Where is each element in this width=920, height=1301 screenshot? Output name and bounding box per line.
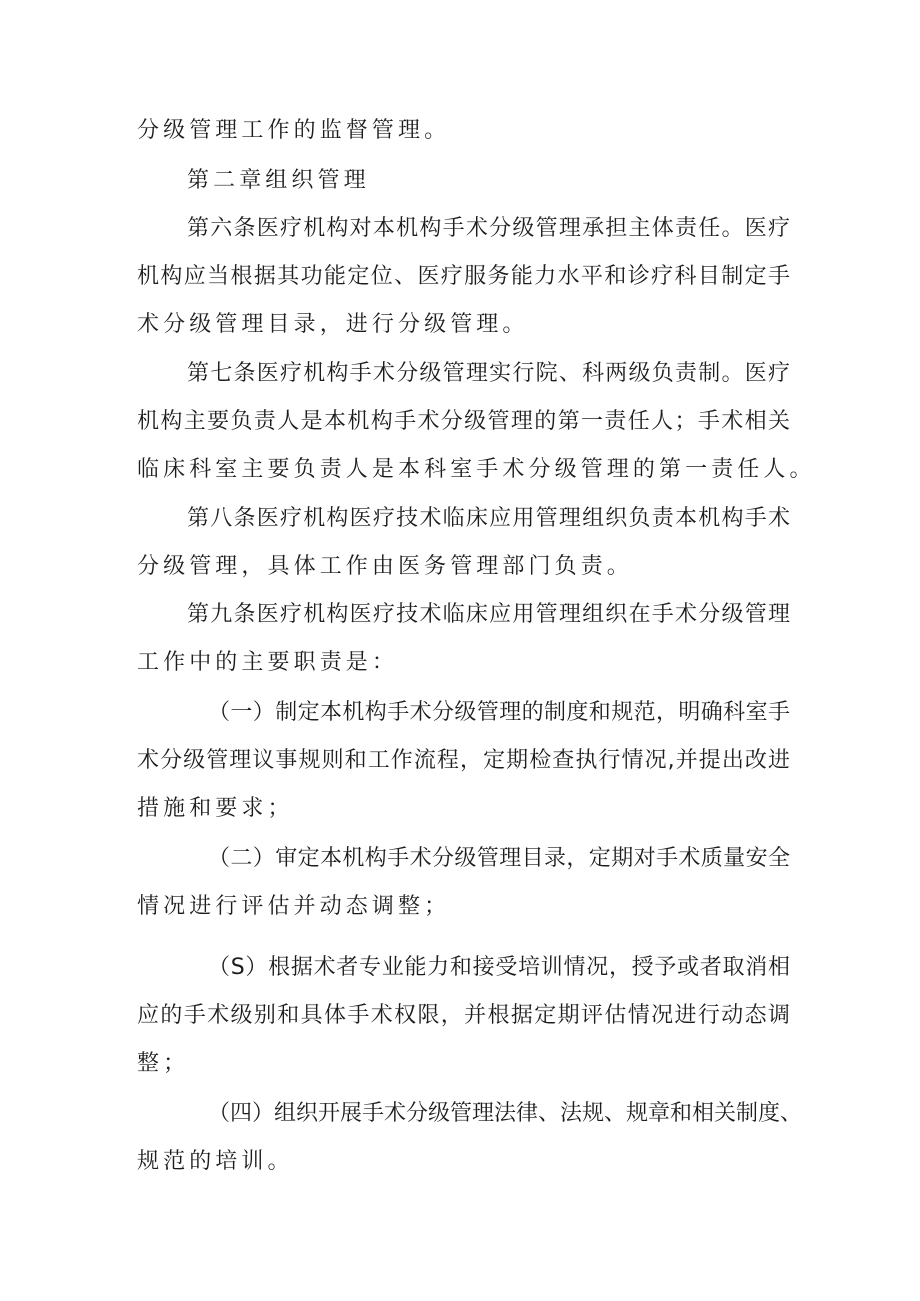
item-3-line-2: 应的手术级别和具体手术权限，并根据定期评估情况进行动态调 bbox=[137, 1003, 790, 1028]
item-1-line-2: 术分级管理议事规则和工作流程，定期检查执行情况,并提出改进 bbox=[137, 748, 790, 773]
article-6-line-2: 机构应当根据其功能定位、医疗服务能力水平和诊疗科目制定手 bbox=[137, 264, 790, 289]
item-2-line-2: 情况进行评估并动态调整； bbox=[137, 894, 451, 919]
article-6-line-1: 第六条医疗机构对本机构手术分级管理承担主体责任。医疗 bbox=[187, 216, 790, 241]
article-7-line-3: 临床科室主要负责人是本科室手术分级管理的第一责任人。 bbox=[137, 457, 816, 482]
item-4-line-1: （四）组织开展手术分级管理法律、法规、规章和相关制度、 bbox=[208, 1101, 803, 1126]
item-2-line-1: （二）审定本机构手术分级管理目录，定期对手术质量安全 bbox=[208, 846, 790, 871]
article-8-line-1: 第八条医疗机构医疗技术临床应用管理组织负责本机构手术 bbox=[187, 506, 790, 531]
chapter-heading: 第二章组织管理 bbox=[187, 168, 370, 193]
article-7-line-1: 第七条医疗机构手术分级管理实行院、科两级负责制。医疗 bbox=[187, 361, 790, 386]
paragraph-line: 分级管理工作的监督管理。 bbox=[137, 118, 451, 143]
item-1-line-1: （一）制定本机构手术分级管理的制度和规范，明确科室手 bbox=[208, 700, 790, 725]
article-9-line-2: 工作中的主要职责是： bbox=[137, 650, 399, 675]
article-9-line-1: 第九条医疗机构医疗技术临床应用管理组织在手术分级管理 bbox=[187, 602, 790, 627]
item-3-line-1: （S）根据术者专业能力和接受培训情况，授予或者取消相 bbox=[208, 955, 790, 980]
article-6-line-3: 术分级管理目录，进行分级管理。 bbox=[137, 312, 529, 337]
item-1-line-3: 措施和要求； bbox=[137, 796, 294, 821]
item-3-line-3: 整； bbox=[137, 1051, 190, 1076]
article-8-line-2: 分级管理，具体工作由医务管理部门负责。 bbox=[137, 554, 633, 579]
article-7-line-2: 机构主要负责人是本机构手术分级管理的第一责任人；手术相关 bbox=[137, 409, 790, 434]
item-4-line-2: 规范的培训。 bbox=[137, 1149, 294, 1174]
